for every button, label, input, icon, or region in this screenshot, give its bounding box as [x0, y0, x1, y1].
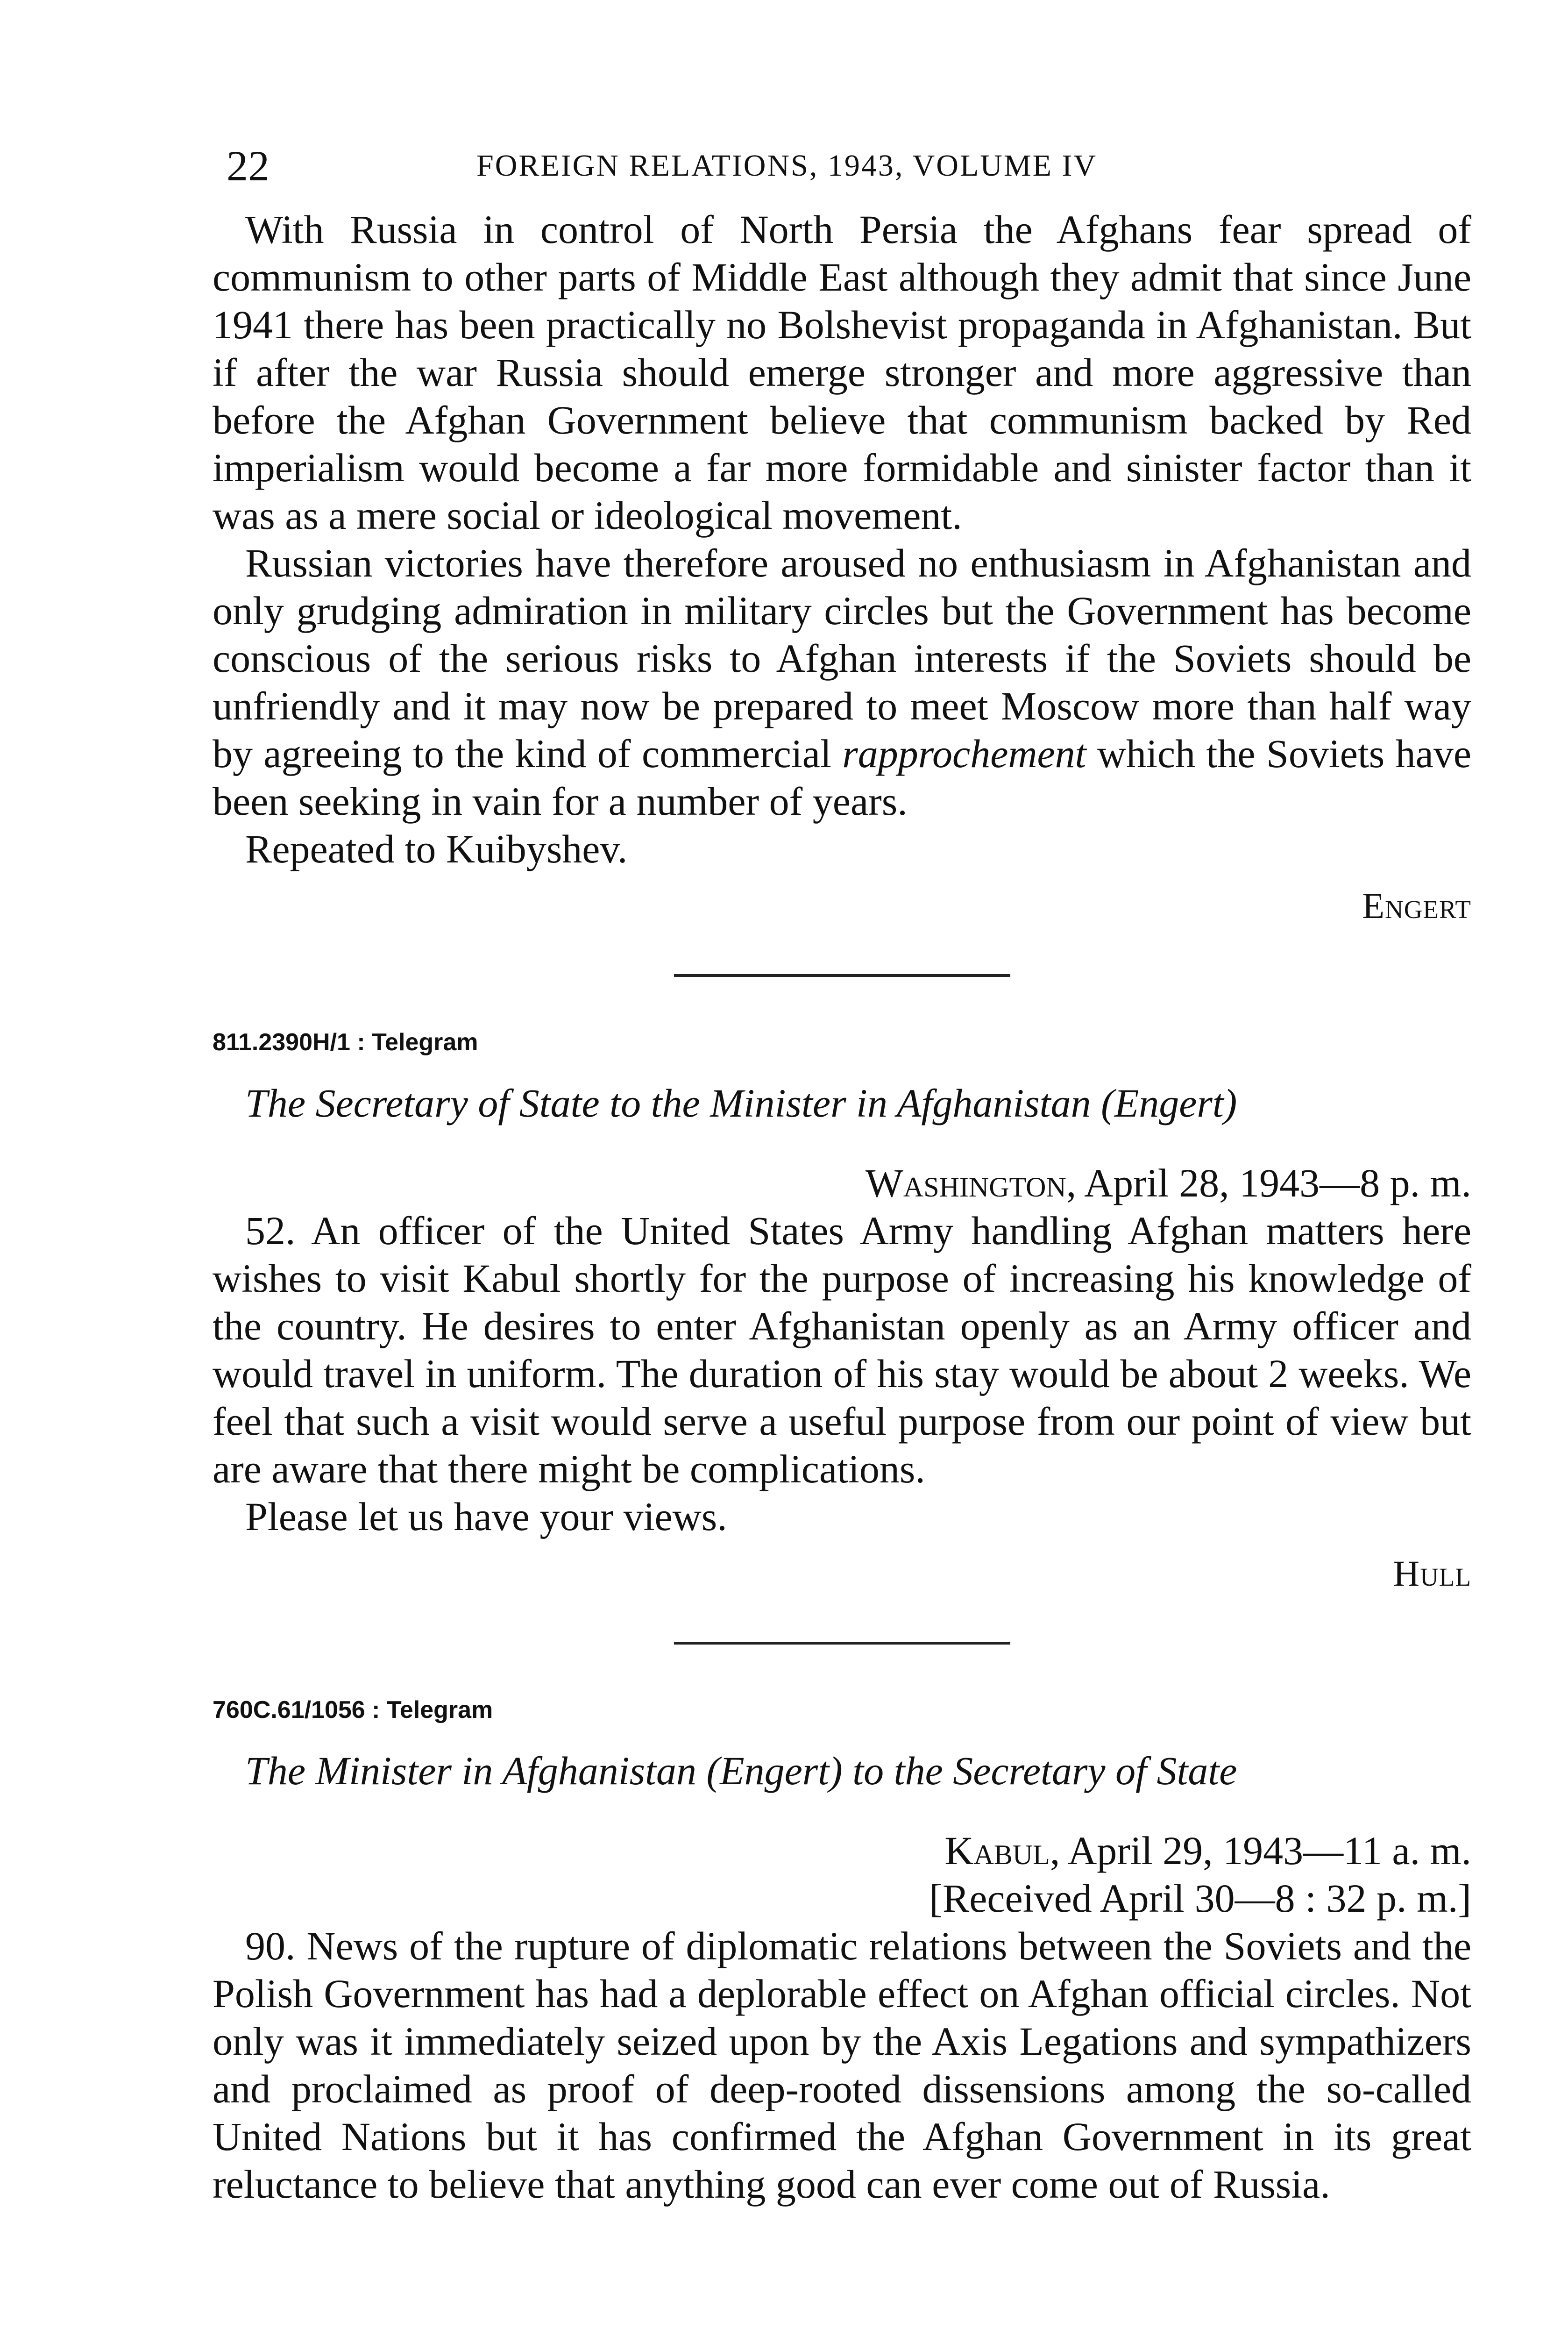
document-title: The Secretary of State to the Minister in Afghanistan (Engert)	[245, 1081, 1237, 1125]
body-paragraph: Please let us have your views.	[245, 1494, 727, 1539]
dateline	[213, 1159, 1471, 1207]
section-divider	[674, 974, 1010, 977]
page-number: 22	[227, 142, 270, 190]
dateline-date: April 29, 1943—11 a. m.	[1068, 1828, 1471, 1873]
body-paragraph: 52. An officer of the United States Army handling Afghan matters here wishes to visit Kabul shortly for the purpose of increasing his knowledge of the country. He desires to enter Afghanistan openly as an Army officer and would travel in uniform. The duration of his stay would be about 2 weeks. We feel that such a visit would serve a useful purpose from our point of view but are aware that there might be complications.	[213, 1208, 1471, 1491]
file-reference: 811.2390H/1 : Telegram	[213, 1029, 478, 1056]
dateline-place: Washington,	[865, 1161, 1077, 1205]
dateline	[213, 1827, 1471, 1874]
file-reference: 760C.61/1056 : Telegram	[213, 1696, 493, 1724]
telegram-section	[213, 1024, 1471, 1597]
body-text: Russian victories have therefore aroused no enthusiasm in Afghanistan and only grudging admiration in military circles but the Government has become conscious of the serious risks to Afghan interests if the Soviets should be unfriendly and it may now be prepared to meet Moscow more than half way by agreeing to the kind of commercial	[213, 541, 1471, 776]
telegram-continuation	[213, 206, 1471, 930]
italic-term: rapprochement	[842, 731, 1086, 776]
body-paragraph: Repeated to Kuibyshev.	[245, 826, 628, 871]
body-paragraph: 90. News of the rupture of diplomatic relations between the Soviets and the Polish Government has had a deplorable effect on Afghan official circles. Not only was it immediately seized upon by the Axis Legations and sympathizers and proclaimed as proof of deep-rooted dissensions among the so-called United Nations but it has confirmed the Afghan Government in its great reluctance to believe that anything good can ever come out of Russia.	[213, 1923, 1471, 2207]
running-title: FOREIGN RELATIONS, 1943, VOLUME IV	[476, 149, 1098, 183]
body-text: which the Soviets have been seeking in vain for a number of years.	[213, 731, 1471, 824]
received-note: [Received April 30—8 : 32 p. m.]	[929, 1876, 1471, 1921]
document-title: The Minister in Afghanistan (Engert) to the Secretary of State	[245, 1748, 1237, 1793]
signature: Hull	[1393, 1553, 1471, 1594]
document-page	[213, 140, 1471, 2208]
signature: Engert	[1362, 885, 1471, 926]
running-header	[213, 140, 1471, 192]
section-divider	[674, 1642, 1010, 1645]
body-paragraph: With Russia in control of North Persia the Afghans fear spread of communism to other parts of Middle East although they admit that since June 1941 there has been practically no Bolshevist propaganda in Afghanistan. But if after the war Russia should emerge stronger and more aggressive than before the Afghan Government believe that communism backed by Red imperialism would become a far more formidable and sinister factor than it was as a mere social or ideological movement.	[213, 207, 1471, 538]
dateline-place: Kabul,	[944, 1828, 1060, 1873]
dateline-date: April 28, 1943—8 p. m.	[1084, 1161, 1471, 1205]
telegram-section	[213, 1691, 1471, 2208]
body-paragraph	[213, 539, 1471, 825]
